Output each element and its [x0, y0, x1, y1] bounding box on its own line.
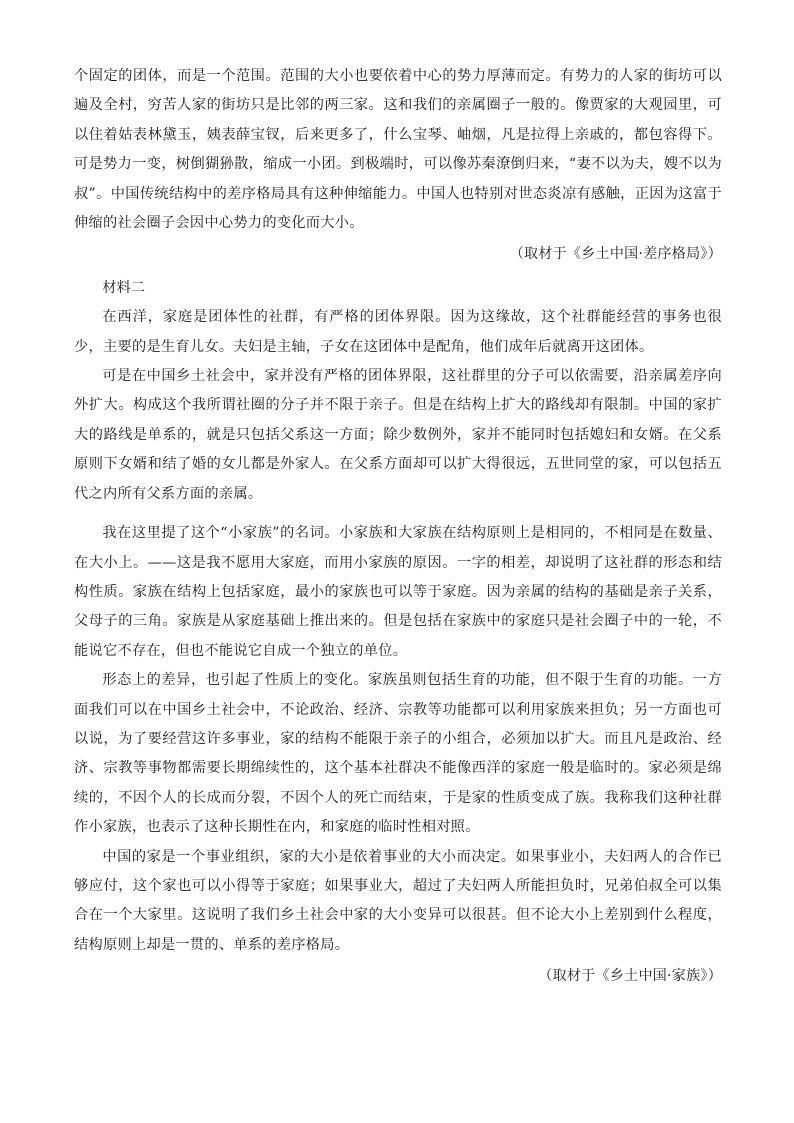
paragraph-spacer [74, 509, 722, 519]
material1-source-citation: （取材于《乡土中国·差序格局》） [509, 246, 722, 263]
material2-paragraph-4: 形态上的差异，也引起了性质上的变化。家族虽则包括生育的功能，但不限于生育的功能。一方面我们可以在中国乡土社会中，不论政治、经济、宗教等功能都可以利用家族来担负；另一方面也可以说，为了要经营这许多事业，家的结构不能限于亲子的小组合，必须加以扩大。而且凡是政治、经济、宗教等事物都需要长期绵续性的，这个基本社群决不能像西洋的家庭一般是临时的。家必须是绵续的，不因个人的长成而分裂，不因个人的死亡而结束，于是家的性质变成了族。我称我们这种社群作小家族，也表示了这种长期性在内，和家庭的临时性相对照。 [74, 672, 722, 836]
document-body [74, 62, 722, 996]
material2-paragraph-1: 在西洋，家庭是团体性的社群，有严格的团体界限。因为这缘故，这个社群能经营的事务也很少，主要的是生育儿女。夫妇是主轴，子女在这团体中是配角，他们成年后就离开这团体。 [74, 309, 722, 355]
material1-continued-paragraph: 个固定的团体，而是一个范围。范围的大小也要依着中心的势力厚薄而定。有势力的人家的街坊可以遍及全村，穷苦人家的街坊只是比邻的两三家。这和我们的亲属圈子一般的。像贾家的大观园里，可以住着姑表林黛玉，姨表薛宝钗，后来更多了，什么宝琴、岫烟，凡是拉得上亲戚的，都包容得下。可是势力一变，树倒猢狲散，缩成一小团。到极端时，可以像苏秦潦倒归来，“妻不以为夫，嫂不以为叔”。中国传统结构中的差序格局具有这种伸缩能力。中国人也特别对世态炎凉有感触，正因为这富于伸缩的社会圈子会因中心势力的变化而大小。 [74, 68, 722, 232]
material2-paragraph-2: 可是在中国乡土社会中，家并没有严格的团体界限，这社群里的分子可以依需要，沿亲属差序向外扩大。构成这个我所谓社圈的分子并不限于亲子。但是在结构上扩大的路线却有限制。中国的家扩大的路线是单系的，就是只包括父系这一方面；除少数例外，家并不能同时包括媳妇和女婿。在父系原则下女婿和结了婚的女儿都是外家人。在父系方面却可以扩大得很远，五世同堂的家，可以包括五代之内所有父系方面的亲属。 [74, 368, 722, 502]
material2-heading: 材料二 [102, 279, 145, 296]
material2-paragraph-5: 中国的家是一个事业组织，家的大小是依着事业的大小而决定。如果事业小，夫妇两人的合作已够应付，这个家也可以小得等于家庭；如果事业大，超过了夫妇两人所能担负时，兄弟伯叔全可以集合在一个大家里。这说明了我们乡土社会中家的大小变异可以很甚。但不论大小上差别到什么程度，结构原则上却是一贯的、单系的差序格局。 [74, 848, 722, 953]
material2-paragraph-3: 我在这里提了这个“小家族”的名词。小家族和大家族在结构原则上是相同的，不相同是在数量、在大小上。——这是我不愿用大家庭，而用小家族的原因。一字的相差，却说明了这社群的形态和结构性质。家族在结构上包括家庭，最小的家族也可以等于家庭。因为亲属的结构的基础是亲子关系，父母子的三角。家族是从家庭基础上推出来的。但是包括在家族中的家庭只是社会圈子中的一轮，不能说它不存在，但也不能说它自成一个独立的单位。 [74, 525, 722, 659]
material2-source-citation: （取材于《乡土中国·家族》） [538, 968, 722, 985]
